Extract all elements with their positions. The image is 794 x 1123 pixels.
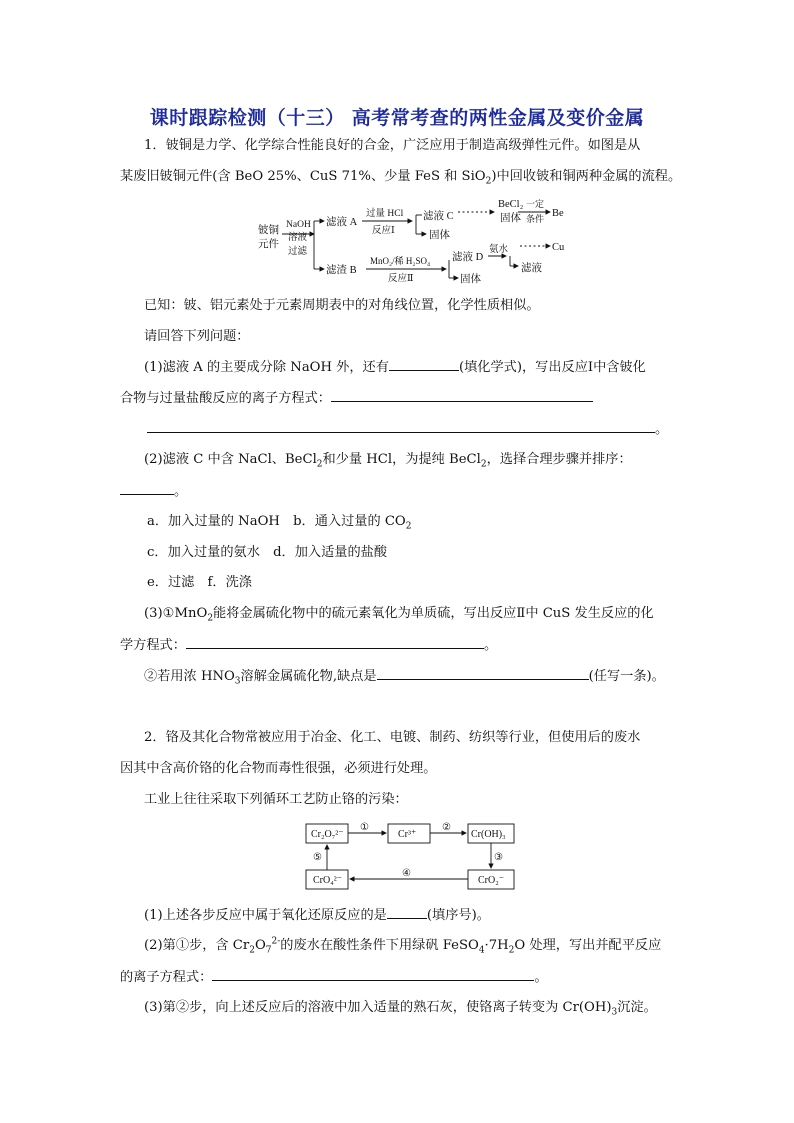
page-title: 课时跟踪检测（十三） 高考常考查的两性金属及变价金属 bbox=[149, 107, 645, 129]
step-2-label: ② bbox=[442, 822, 451, 833]
flow-filtrate-c: 滤液 C bbox=[423, 211, 454, 222]
flow-start-1: 铍铜 bbox=[258, 225, 279, 236]
species-croh3: Cr(OH)₃ bbox=[471, 829, 506, 840]
chromium-cycle-diagram bbox=[304, 820, 516, 892]
flow-filtrate-e: 滤液 bbox=[521, 263, 542, 274]
flow-becl2: BeCl₂ bbox=[498, 199, 524, 210]
step-4-label: ④ bbox=[402, 868, 411, 879]
flow-naoh: NaOH bbox=[286, 220, 311, 230]
flow-reaction-2: 反应Ⅱ bbox=[388, 274, 414, 284]
answer-blank[interactable] bbox=[377, 667, 589, 680]
flow-mno2: MnO₂/稀 H₂SO₄ bbox=[370, 256, 431, 266]
answer-blank[interactable] bbox=[389, 358, 459, 371]
q1-options-ef: e．过滤 f．洗涤 bbox=[147, 575, 252, 590]
q2-part2-line1: (2)第①步，含 $Cr_2O_7^{2-}$的废水在酸性条件下用绿矾 $FeSO_4\cdot 7H_2O$ 处理，写出并配平反应 bbox=[144, 936, 662, 956]
flow-condition-top: 一定 bbox=[526, 199, 545, 209]
flow-filter: 过滤 bbox=[288, 247, 308, 257]
flow-ammonia: 氨水 bbox=[489, 245, 509, 255]
flow-diagram bbox=[236, 194, 576, 286]
flow-solid-3: 固体 bbox=[460, 274, 481, 285]
q1-part3-line3: ②若用浓 $HNO_3$溶解金属硫化物,缺点是 (任写一条)。 bbox=[144, 669, 665, 687]
q1-part1-line2: 合物与过量盐酸反应的离子方程式： bbox=[120, 389, 593, 408]
flow-cu: Cu bbox=[552, 242, 565, 253]
answer-blank[interactable] bbox=[387, 906, 427, 919]
q1-part3-line2: 学方程式： 。 bbox=[120, 638, 498, 653]
q1-line-1: 1．铍铜是力学、化学综合性能良好的合金，广泛应用于制造高级弹性元件。如图是从 bbox=[144, 138, 641, 153]
flow-residue-b: 滤渣 B bbox=[326, 265, 357, 276]
flow-filtrate-a: 滤液 A bbox=[326, 217, 358, 228]
flow-hcl: 过量 HCl bbox=[366, 209, 404, 219]
q1-part3-line1: (3)①MnO$_2$能将金属硫化物中的硫元素氧化为单质硫，写出反应Ⅱ中 CuS 发生反应的化 bbox=[144, 606, 654, 624]
q2-line-1: 2．铬及其化合物常被应用于冶金、化工、电镀、制药、纺织等行业，但使用后的废水 bbox=[144, 730, 641, 745]
step-5-label: ⑤ bbox=[313, 852, 322, 863]
q1-known: 已知：铍、铝元素处于元素周期表中的对角线位置，化学性质相似。 bbox=[144, 298, 540, 313]
q1-prompt: 请回答下列问题： bbox=[144, 329, 250, 344]
flow-start-2: 元件 bbox=[258, 239, 279, 250]
flow-naoh-solution: 溶液 bbox=[288, 233, 308, 243]
q1-part1-line3: 。 bbox=[147, 420, 668, 439]
q2-part2-line2: 的离子方程式： 。 bbox=[120, 970, 548, 985]
answer-blank[interactable] bbox=[120, 482, 174, 495]
answer-blank[interactable] bbox=[147, 420, 655, 433]
flow-filtrate-d: 滤液 D bbox=[452, 252, 484, 263]
answer-blank[interactable] bbox=[212, 968, 534, 981]
q1-options-cd: c．加入过量的氨水 d．加入适量的盐酸 bbox=[147, 545, 388, 560]
q1-line-2: 某废旧铍铜元件(含 BeO 25%、CuS 71%、少量 FeS 和 SiO$_2$)中回收铍和铜两种金属的流程。 bbox=[120, 169, 682, 187]
flow-be: Be bbox=[552, 208, 564, 219]
q1-options-ab: a．加入过量的 NaOH b．通入过量的 $CO_2$ bbox=[147, 514, 412, 532]
flow-reaction-1: 反应Ⅰ bbox=[372, 226, 395, 236]
answer-blank[interactable] bbox=[331, 389, 593, 402]
q1-part2-line1: (2)滤液 C 中含 NaCl、BeCl$_2$和少量 HCl，为提纯 BeCl$_2$，选择合理步骤并排序： bbox=[144, 452, 632, 470]
q2-line-2: 因其中含高价铬的化合物而毒性很强，必须进行处理。 bbox=[120, 761, 437, 776]
q1-part1-line1: (1)滤液 A 的主要成分除 NaOH 外，还有 (填化学式)，写出反应Ⅰ中含铍化 bbox=[144, 360, 646, 375]
q2-part3: (3)第②步，向上述反应后的溶液中加入适量的熟石灰，使铬离子转变为 $Cr(OH)_3$沉淀。 bbox=[144, 1000, 657, 1018]
flow-solid-2: 固体 bbox=[500, 213, 521, 224]
step-1-label: ① bbox=[360, 822, 369, 833]
species-cro2: CrO₂⁻ bbox=[478, 875, 504, 886]
flow-solid-1: 固体 bbox=[429, 230, 450, 241]
answer-blank[interactable] bbox=[186, 636, 484, 649]
step-3-label: ③ bbox=[494, 852, 503, 863]
species-chromate: CrO₄²⁻ bbox=[313, 875, 342, 886]
q2-part1: (1)上述各步反应中属于氧化还原反应的是 (填序号)。 bbox=[144, 908, 490, 923]
q2-line-3: 工业上往往采取下列循环工艺防止铬的污染： bbox=[144, 792, 408, 807]
species-dichromate: Cr₂O₇²⁻ bbox=[311, 829, 344, 840]
flow-condition-bottom: 条件 bbox=[526, 214, 545, 224]
species-cr3: Cr³⁺ bbox=[398, 829, 417, 840]
q1-part2-line2: 。 bbox=[120, 482, 187, 501]
